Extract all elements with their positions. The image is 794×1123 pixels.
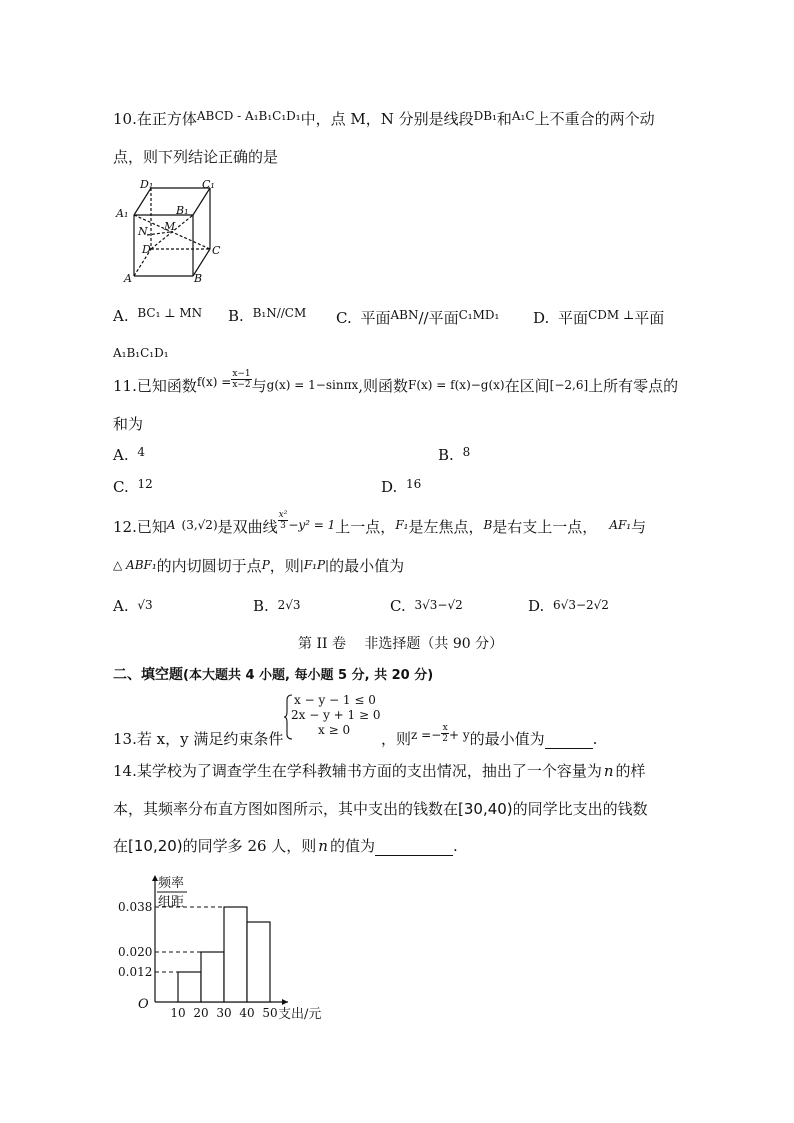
option-text: 4 xyxy=(137,445,146,459)
x-tick-label: 40 xyxy=(239,1006,255,1020)
q10-seg1: DB₁ xyxy=(473,109,497,123)
q12-text: 与 xyxy=(631,518,647,536)
frac-den: x−2 xyxy=(232,379,251,390)
q10-line1 xyxy=(113,108,655,129)
q11-gx: g(x) = 1−sinπx xyxy=(266,378,359,392)
x-axis-label: 支出/元 xyxy=(278,1007,322,1022)
option-text: 6√3−2√2 xyxy=(553,598,609,612)
q14-math: n xyxy=(318,837,328,855)
q14-line3 xyxy=(113,835,458,856)
histogram-bar xyxy=(224,907,247,1002)
q11-Fx: F(x) = f(x)−g(x) xyxy=(408,378,505,392)
q11-line2: 和为 xyxy=(113,415,144,433)
q12-option-d[interactable] xyxy=(528,597,609,615)
option-text: 8 xyxy=(462,445,471,459)
q10-option-d[interactable] xyxy=(533,307,664,328)
q12-text: 的最小值为 xyxy=(329,557,405,575)
fig-label-B1: B₁ xyxy=(176,204,189,217)
origin-label: O xyxy=(138,997,149,1012)
q14-text: 的值为 xyxy=(329,837,375,855)
q12-math: B xyxy=(483,518,493,532)
frac-den: 2 xyxy=(442,733,448,744)
option-text: 2√3 xyxy=(277,598,301,612)
fig-label-M: M xyxy=(164,220,176,233)
q11-interval: [−2,6] xyxy=(549,378,589,392)
q14-text: . xyxy=(452,837,458,855)
q10-text-c: 和 xyxy=(496,110,512,128)
option-label: C. xyxy=(113,478,129,496)
frequency-histogram xyxy=(108,870,348,1026)
q14-text: 的样 xyxy=(615,762,646,780)
q12-text: 是右支上一点， xyxy=(492,518,598,536)
fig-label-D: D xyxy=(142,243,151,256)
q11-option-b[interactable] xyxy=(438,446,470,464)
histogram-bar xyxy=(201,952,224,1002)
q14-text: 在 xyxy=(113,837,129,855)
q10-text-d: 上不重合的两个动 xyxy=(534,110,655,128)
q12-math: |F₁P| xyxy=(299,558,330,572)
frac-num: x xyxy=(442,722,448,733)
q14-text: 的同学比支出的钱数 xyxy=(512,800,648,818)
fig-label-C1: C₁ xyxy=(202,178,215,191)
q13-math: z =− xyxy=(411,728,442,742)
option-text: 平面 xyxy=(558,309,589,327)
x-tick-label: 10 xyxy=(170,1006,186,1020)
option-label: A. xyxy=(113,597,129,615)
q10-cube-name: ABCD - A₁B₁C₁D₁ xyxy=(196,109,301,123)
q12-fraction xyxy=(278,510,289,531)
option-label: D. xyxy=(533,309,550,327)
histogram-bar xyxy=(178,972,201,1002)
q10-option-a[interactable] xyxy=(113,307,202,325)
q11-text: 上所有零点的 xyxy=(588,377,679,395)
y-tick-label: 0.012 xyxy=(118,965,153,979)
option-math: ABN xyxy=(390,308,419,322)
frac-num: x−1 xyxy=(232,368,251,379)
q11-text: 与 xyxy=(251,377,267,395)
option-math: CDM ⊥ xyxy=(588,308,635,322)
q11-text: ,则函数 xyxy=(358,377,409,395)
q11-option-a[interactable] xyxy=(113,446,145,464)
q12-math: −y² = 1 xyxy=(288,518,336,532)
q14-answer-blank[interactable] xyxy=(375,837,453,856)
q12-text: 的内切圆切于点 xyxy=(156,557,262,575)
option-label: A. xyxy=(113,446,129,464)
q12-text: 上一点， xyxy=(335,518,396,536)
fill-heading-b: (本大题共 4 小题, 每小题 5 分, 共 20 分) xyxy=(183,668,434,683)
option-label: D. xyxy=(528,597,545,615)
option-label: B. xyxy=(253,597,269,615)
fill-heading xyxy=(113,664,433,684)
q12-text: 是双曲线 xyxy=(217,518,278,536)
q11-fx: f(x) = xyxy=(196,375,232,389)
q14-line1 xyxy=(113,760,646,781)
q13-rest xyxy=(381,722,598,751)
q13-constraint-3: x ≥ 0 xyxy=(318,723,351,737)
q12-text: 12.已知 xyxy=(113,518,167,536)
option-text: BC₁ ⊥ MN xyxy=(137,306,203,320)
q12-math: A xyxy=(166,518,176,532)
q13-text: 的最小值为 xyxy=(469,730,545,748)
q13-constraint-1: x − y − 1 ≤ 0 xyxy=(294,693,376,707)
option-text: B₁N//CM xyxy=(252,306,307,320)
q14-math: [10,20) xyxy=(128,837,183,855)
section-title: 第 II 卷 非选择题（共 90 分） xyxy=(298,636,504,652)
option-label: B. xyxy=(438,446,454,464)
q12-line1 xyxy=(113,509,647,539)
option-label: B. xyxy=(228,307,244,325)
q10-option-b[interactable] xyxy=(228,307,306,325)
y-tick-label: 0.020 xyxy=(118,945,153,959)
histogram-bar xyxy=(247,922,270,1002)
q12-math: P xyxy=(261,558,270,572)
fig-label-A: A xyxy=(124,272,132,284)
q12-math: △ ABF₁ xyxy=(113,558,157,572)
q14-math: n xyxy=(603,762,614,780)
q12-option-b[interactable] xyxy=(253,597,301,615)
fig-label-B: B xyxy=(194,272,203,284)
option-text: 平面 xyxy=(634,309,665,327)
option-text: 12 xyxy=(137,477,153,491)
q13-answer-blank[interactable] xyxy=(545,730,593,749)
q13-text: ，则 xyxy=(381,730,412,748)
option-label: C. xyxy=(390,597,406,615)
q12-text: ，则 xyxy=(269,557,300,575)
q10-text-a: 10.在正方体 xyxy=(113,110,197,128)
option-label: C. xyxy=(336,309,352,327)
x-tick-label: 20 xyxy=(193,1006,209,1020)
option-text: //平面 xyxy=(418,309,459,327)
q10-option-c[interactable] xyxy=(336,307,499,328)
option-label: A. xyxy=(113,307,129,325)
q14-text: 的同学多 26 人，则 xyxy=(182,837,317,855)
frac-num: x² xyxy=(278,509,288,520)
frac-den: 3 xyxy=(280,520,286,531)
q13-pre: 13.若 x，y 满足约束条件 xyxy=(113,730,284,748)
q11-line1 xyxy=(113,368,679,398)
y-axis-label-top: 频率 xyxy=(158,876,185,891)
q12-math: F₁ xyxy=(395,518,409,532)
q13-text: . xyxy=(592,730,598,748)
fig-label-C: C xyxy=(212,244,221,257)
option-text: √3 xyxy=(137,598,153,612)
x-axis-arrow-icon xyxy=(282,999,288,1005)
q11-fraction xyxy=(231,369,251,390)
fig-label-A1: A₁ xyxy=(116,207,129,220)
option-label: D. xyxy=(381,478,398,496)
x-tick-label: 30 xyxy=(216,1006,232,1020)
q10-option-d-wrap: A₁B₁C₁D₁ xyxy=(113,346,169,360)
q14-math: [30,40) xyxy=(458,800,513,818)
q11-text: 11.已知函数 xyxy=(113,377,197,395)
option-text: 平面 xyxy=(360,309,391,327)
q14-text: 14.某学校为了调查学生在学科教辅书方面的支出情况，抽出了一个容量为 xyxy=(113,762,602,780)
y-axis-label-bottom: 组距 xyxy=(158,895,185,910)
option-text: 16 xyxy=(406,477,422,491)
q12-text: 是左焦点， xyxy=(408,518,484,536)
q12-option-c[interactable] xyxy=(390,597,463,615)
y-tick-label: 0.038 xyxy=(118,900,153,914)
q14-text: 本，其频率分布直方图如图所示，其中支出的钱数在 xyxy=(113,800,459,818)
q11-option-c[interactable] xyxy=(113,478,153,496)
q11-text: 在区间 xyxy=(504,377,550,395)
option-text: 3√3−√2 xyxy=(414,598,463,612)
q10-text-b: 中，点 M，N 分别是线段 xyxy=(300,110,474,128)
q13-fraction xyxy=(441,723,449,744)
q10-seg2: A₁C xyxy=(511,109,535,123)
q13-constraint-2: 2x − y + 1 ≥ 0 xyxy=(291,708,381,722)
fill-heading-a: 二、填空题 xyxy=(113,667,183,683)
q10-line2: 点，则下列结论正确的是 xyxy=(113,148,279,166)
option-math: C₁MD₁ xyxy=(458,308,500,322)
fig-label-N: N xyxy=(138,225,148,238)
q11-option-d[interactable] xyxy=(381,478,421,496)
q14-line2 xyxy=(113,798,648,819)
q12-line2 xyxy=(113,555,404,576)
x-tick-label: 50 xyxy=(262,1006,278,1020)
q12-math: AF₁ xyxy=(609,518,632,532)
q13-math: + y xyxy=(449,728,470,742)
q12-option-a[interactable] xyxy=(113,597,153,615)
q10-cube-figure xyxy=(112,178,222,284)
q12-math: (3,√2) xyxy=(181,518,218,532)
fig-label-D1: D₁ xyxy=(140,178,154,191)
